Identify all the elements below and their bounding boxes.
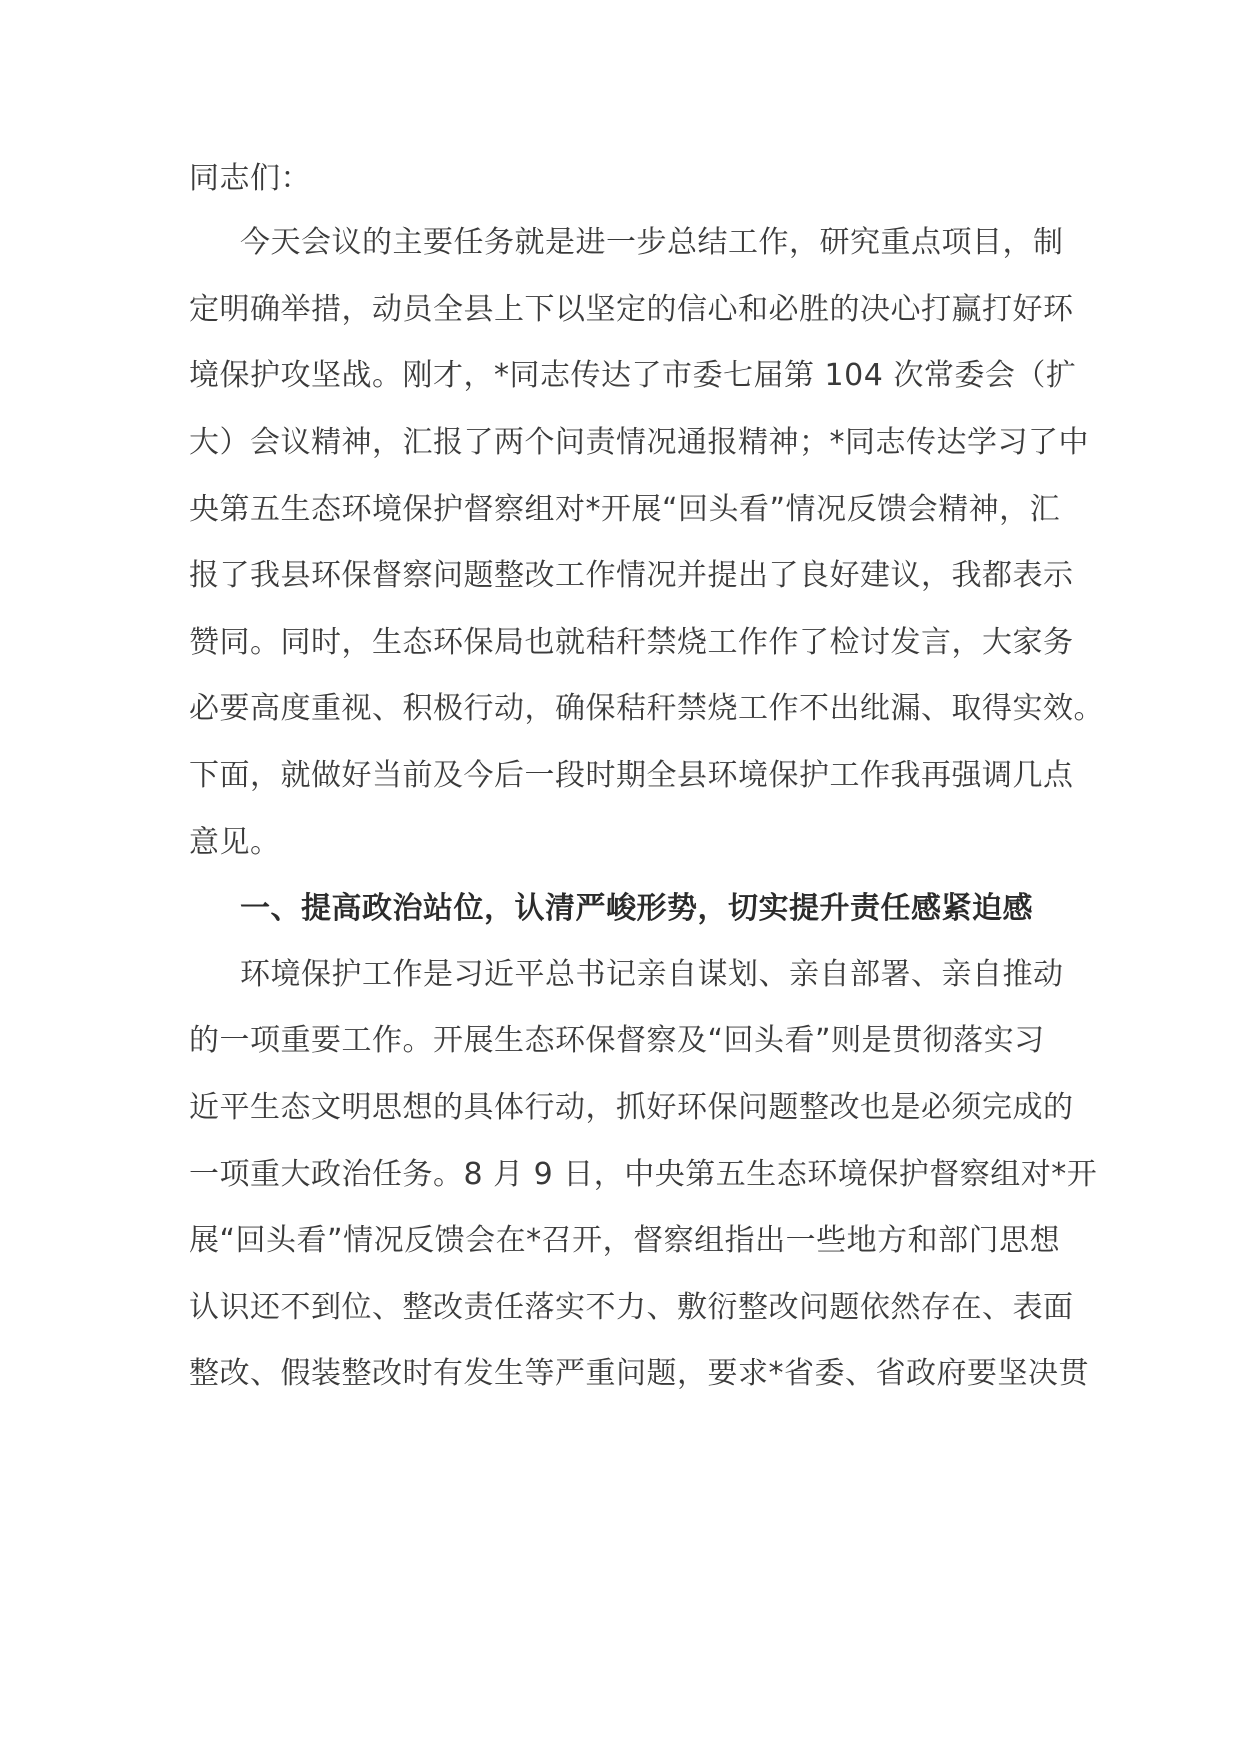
paragraph-line: 认识还不到位、整改责任落实不力、敷衍整改问题依然存在、表面 bbox=[189, 1290, 1074, 1325]
paragraph-line: 央第五生态环境保护督察组对*开展“回头看”情况反馈会精神，汇 bbox=[189, 492, 1061, 527]
paragraph-line: 整改、假装整改时有发生等严重问题，要求*省委、省政府要坚决贯 bbox=[189, 1356, 1089, 1391]
paragraph-line: 必要高度重视、积极行动，确保秸秆禁烧工作不出纰漏、取得实效。 bbox=[189, 691, 1104, 726]
paragraph-line: 一项重大政治任务。8 月 9 日，中央第五生态环境保护督察组对*开 bbox=[189, 1157, 1098, 1192]
paragraph-line: 境保护攻坚战。刚才，*同志传达了市委七届第 104 次常委会（扩 bbox=[189, 358, 1077, 393]
paragraph-line: 的一项重要工作。开展生态环保督察及“回头看”则是贯彻落实习 bbox=[189, 1023, 1045, 1058]
paragraph-line: 近平生态文明思想的具体行动，抓好环保问题整改也是必须完成的 bbox=[189, 1090, 1074, 1125]
paragraph-line: 环境保护工作是习近平总书记亲自谋划、亲自部署、亲自推动 bbox=[240, 957, 1064, 992]
salutation: 同志们： bbox=[189, 161, 311, 196]
paragraph-line: 下面，就做好当前及今后一段时期全县环境保护工作我再强调几点 bbox=[189, 758, 1074, 793]
paragraph-line: 展“回头看”情况反馈会在*召开，督察组指出一些地方和部门思想 bbox=[189, 1223, 1061, 1258]
paragraph-line: 今天会议的主要任务就是进一步总结工作，研究重点项目，制 bbox=[240, 225, 1064, 260]
paragraph-line: 大）会议精神，汇报了两个问责情况通报精神；*同志传达学习了中 bbox=[189, 425, 1089, 460]
section-heading: 一、提高政治站位，认清严峻形势，切实提升责任感紧迫感 bbox=[240, 891, 1033, 926]
paragraph-line: 赞同。同时，生态环保局也就秸秆禁烧工作作了检讨发言，大家务 bbox=[189, 625, 1074, 660]
paragraph-line: 意见。 bbox=[189, 825, 281, 860]
paragraph-line: 定明确举措，动员全县上下以坚定的信心和必胜的决心打赢打好环 bbox=[189, 292, 1074, 327]
paragraph-line: 报了我县环保督察问题整改工作情况并提出了良好建议，我都表示 bbox=[189, 558, 1074, 593]
